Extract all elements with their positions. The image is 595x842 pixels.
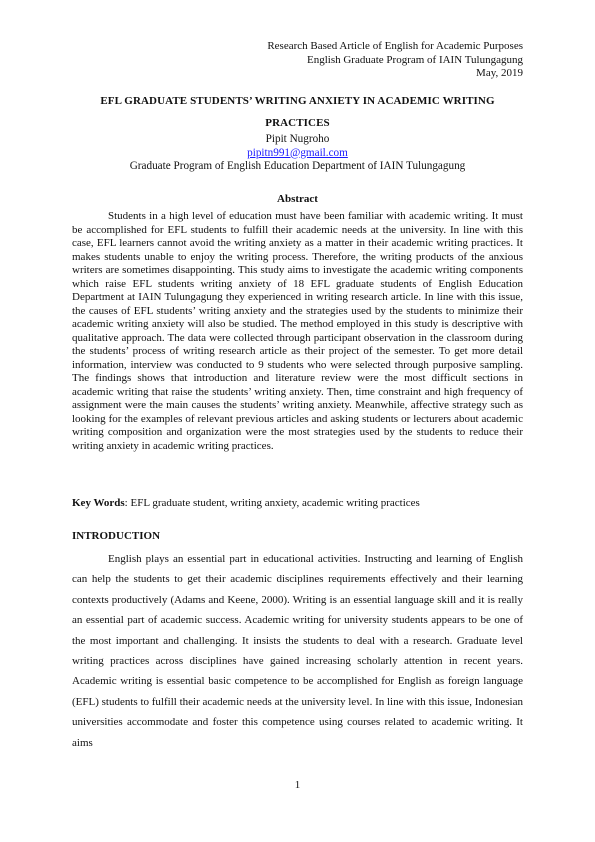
running-header <box>267 40 523 81</box>
header-line-date: May, 2019 <box>476 67 523 79</box>
author-email-link[interactable]: pipitn991@gmail.com <box>247 146 348 159</box>
author-block <box>72 133 523 174</box>
introduction-heading: INTRODUCTION <box>72 530 161 542</box>
author-affiliation: Graduate Program of English Education Department of IAIN Tulungagung <box>129 160 466 172</box>
keywords-label: Key Words <box>72 497 125 509</box>
paper-title: EFL GRADUATE STUDENTS’ WRITING ANXIETY IN ACADEMIC WRITING PRACTICES <box>100 95 495 129</box>
keywords <box>72 497 523 511</box>
header-line-journal: Research Based Article of English for Academic Purposes <box>267 40 523 52</box>
introduction-text: English plays an essential part in educational activities. Instructing and learning of English can help the students to get their academic disciplines requirements effectively and their learning contexts productively (Adams and Keene, 2000). Writing is an essential language skill and it is really an essential part of academic success. Academic writing for university students appears to be one of the most important and challenging. It insists the students to deal with a research. Graduate level writing practices across disciplines have gained increasing scholarly attention in recent years. Academic writing is essential basic competence to be accomplished for English as foreign language (EFL) students to fulfill their academic needs at the university level. In line with this issue, Indonesian universities accommodate and foster this competence using courses related to academic writing. It aims <box>72 553 523 749</box>
keywords-text: : EFL graduate student, writing anxiety, academic writing practices <box>124 497 420 509</box>
abstract-heading: Abstract <box>277 193 318 205</box>
page-number: 1 <box>294 779 301 791</box>
abstract-text: Students in a high level of education must have been familiar with academic writing. It must be accomplished for EFL students to fulfill their academic needs at the university. In line with this case, EFL learners cannot avoid the writing anxiety as a matter in their academic writing practices. It makes students unable to enjoy the writing process. Therefore, the writing products of the anxious writers are sometimes disappointing. This study aims to investigate the academic writing components which raise EFL students writing anxiety of 18 EFL graduate students of English Education Department at IAIN Tulungagung they experienced in writing research article. In line with this issue, the causes of EFL students’ writing anxiety and the strategies used by the students to minimize their academic writing anxiety will also be studied. The method employed in this study is descriptive with qualitative approach. The data were collected through participant observation in the classroom during the students’ process of writing research article as their project of the semester. To get more detail information, interview was conducted to 9 students who were selected through purposive sampling. The findings shows that introduction and literature review were the most difficult sections in academic writing that raise the students’ writing anxiety. Then, time constraint and high frequency of assignment were the main causes the students’ writing anxiety. Meanwhile, affective strategy such as looking for the examples of relevant previous articles and asking students or lecturers about academic writing composition and organization were the most strategies used by the students to reduce their writing anxiety in academic writing practices. <box>72 210 523 452</box>
author-name: Pipit Nugroho <box>265 133 330 145</box>
header-line-program: English Graduate Program of IAIN Tulungagung <box>306 53 523 66</box>
